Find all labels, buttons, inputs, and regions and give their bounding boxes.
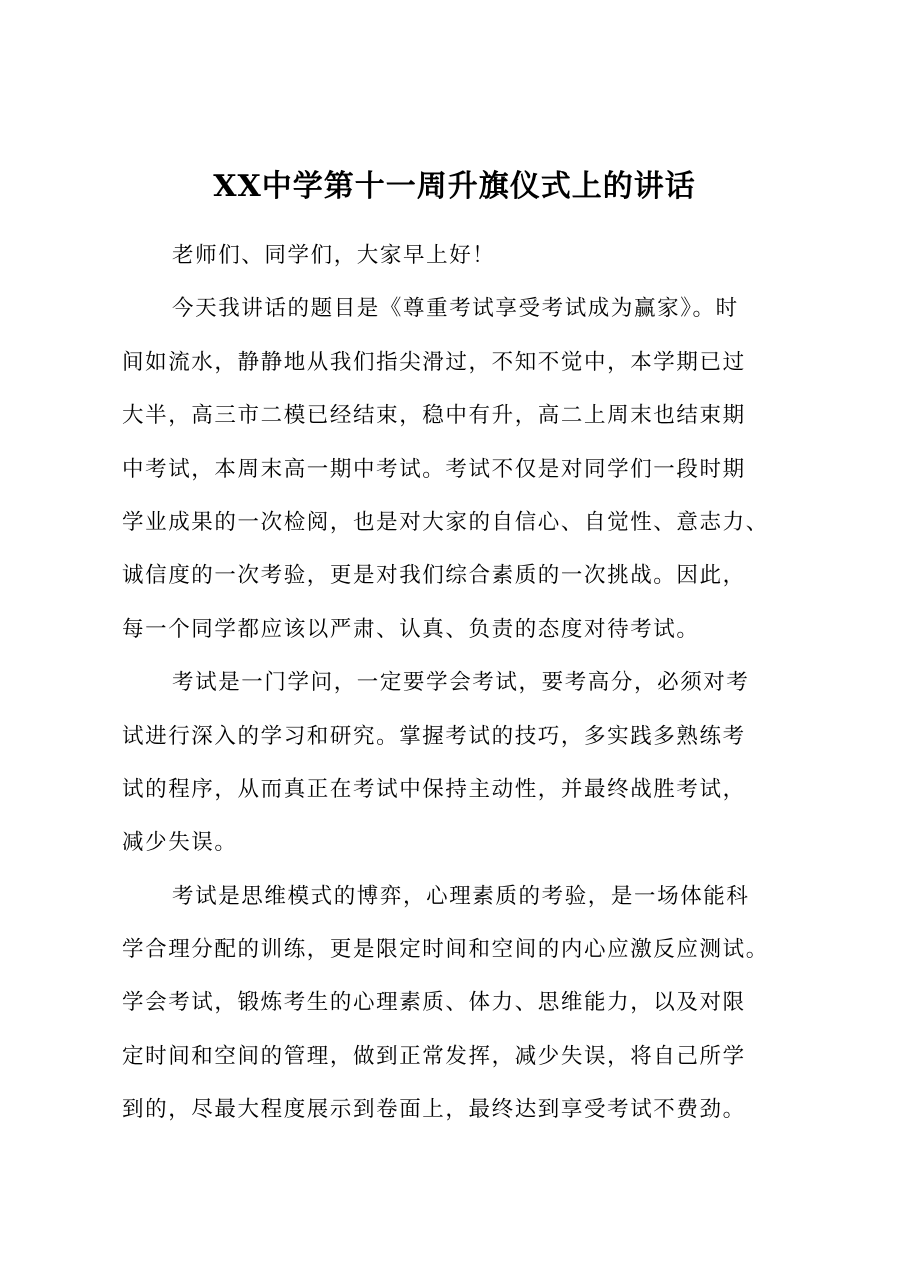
paragraph-2-line-3: 试的程序，从而真正在考试中保持主动性，并最终战胜考试， bbox=[122, 776, 746, 802]
paragraph-3-line-2: 学合理分配的训练，更是限定时间和空间的内心应激反应测试。 bbox=[122, 937, 769, 963]
document-title: XX中学第十一周升旗仪式上的讲话 bbox=[213, 169, 696, 204]
paragraph-3-line-3: 学会考试，锻炼考生的心理素质、体力、思维能力，以及对限 bbox=[122, 990, 746, 1016]
paragraph-1-line-6: 诚信度的一次考验，更是对我们综合素质的一次挑战。因此， bbox=[122, 563, 746, 589]
paragraph-2-line-4: 减少失误。 bbox=[122, 830, 238, 856]
paragraph-1-line-5: 学业成果的一次检阅，也是对大家的自信心、自觉性、意志力、 bbox=[122, 509, 769, 535]
paragraph-3-line-4: 定时间和空间的管理，做到正常发挥，减少失误，将自己所学 bbox=[122, 1043, 746, 1069]
document-body bbox=[122, 229, 822, 1137]
paragraph-1-line-7: 每一个同学都应该以严肃、认真、负责的态度对待考试。 bbox=[122, 616, 700, 642]
greeting-line: 老师们、同学们，大家早上好！ bbox=[172, 243, 496, 268]
paragraph-1-line-1: 今天我讲话的题目是《尊重考试享受考试成为赢家》。时 bbox=[172, 296, 739, 322]
paragraph-1-line-2: 间如流水，静静地从我们指尖滑过，不知不觉中，本学期已过 bbox=[122, 349, 746, 375]
paragraph-1-line-3: 大半，高三市二模已经结束，稳中有升，高二上周末也结束期 bbox=[122, 403, 746, 429]
paragraph-3-line-1: 考试是思维模式的博弈，心理素质的考验，是一场体能科 bbox=[172, 883, 750, 909]
paragraph-3-line-5: 到的，尽最大程度展示到卷面上，最终达到享受考试不费劲。 bbox=[122, 1097, 746, 1123]
paragraph-1-line-4: 中考试，本周末高一期中考试。考试不仅是对同学们一段时期 bbox=[122, 456, 746, 482]
paragraph-2-line-2: 试进行深入的学习和研究。掌握考试的技巧，多实践多熟练考 bbox=[122, 723, 746, 749]
paragraph-2-line-1: 考试是一门学问，一定要学会考试，要考高分，必须对考 bbox=[172, 670, 750, 696]
